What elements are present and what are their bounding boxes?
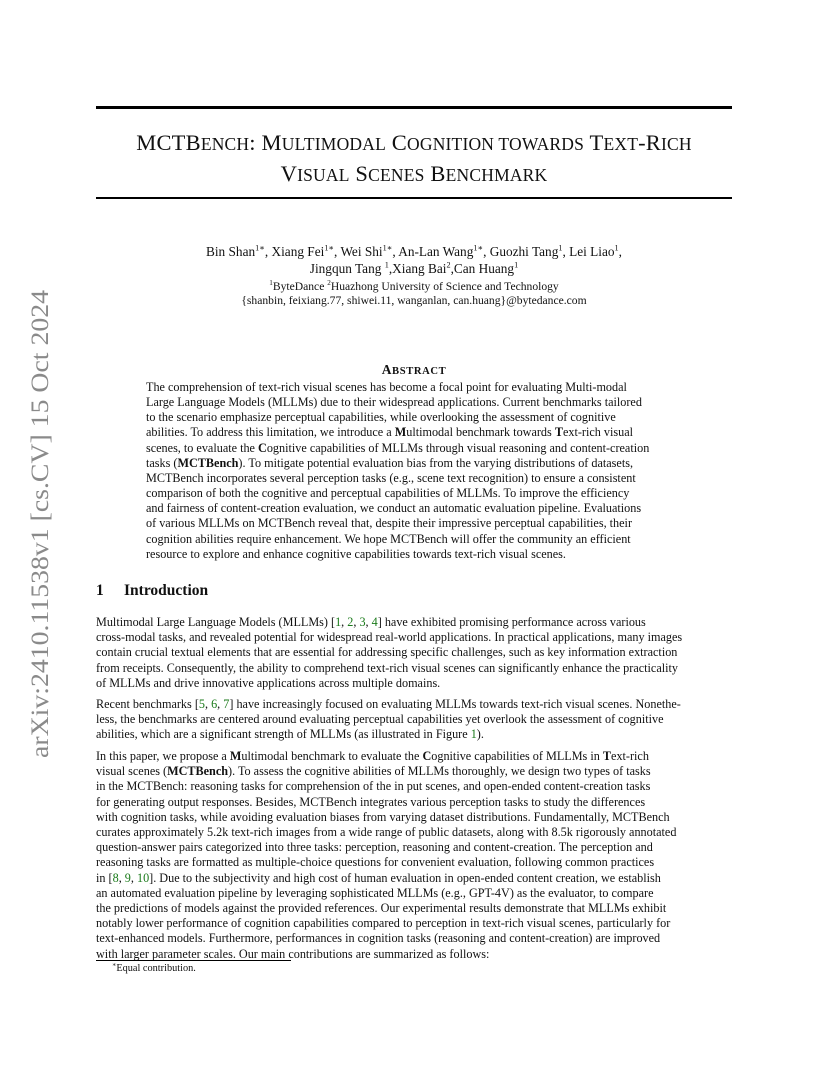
- text-run: scenes, to evaluate the: [146, 440, 259, 455]
- text-run: ENCH: [200, 134, 250, 154]
- section-heading-introduction: [96, 582, 208, 600]
- text-line: [146, 395, 682, 410]
- text-run: ext-rich: [611, 749, 649, 763]
- text-run: question-answer pairs categorized into three tasks: perception, reasoning and content-creation. The perception and: [96, 840, 653, 855]
- title-bottom-rule: [96, 197, 732, 199]
- text-line: [96, 779, 732, 794]
- superscript: 1: [384, 260, 389, 270]
- text-run: Large Language Models (MLLMs) due to their widespread applications. Current benchmarks tailored: [146, 395, 642, 410]
- text-line: [96, 886, 732, 901]
- citation-link[interactable]: 5: [198, 697, 205, 711]
- citation-link[interactable]: 9: [124, 870, 131, 885]
- superscript: 1: [614, 243, 619, 253]
- text-run: T: [602, 749, 612, 763]
- text-run: In this paper, we propose a: [96, 749, 230, 763]
- text-run: , Guozhi Tang: [483, 244, 559, 259]
- footnote-rule: [96, 960, 291, 961]
- text-run: ,: [618, 244, 622, 259]
- text-line: [96, 825, 732, 840]
- text-run: Bin Shan: [205, 244, 256, 259]
- text-run: ). To mitigate potential evaluation bias from the varying distributions of datasets,: [238, 455, 634, 470]
- text-run: curates approximately 5.2k text-rich images from a wide range of public datasets, along with 8.5k rigorously annotated: [96, 825, 677, 840]
- text-run: of various MLLMs on MCTBench reveal that, despite their impressive perceptual capabilities, their: [146, 516, 633, 531]
- text-run: C: [422, 749, 432, 763]
- text-run: and fairness of content-creation evaluation, we conduct an automatic evaluation pipeline. Evaluations: [146, 501, 642, 516]
- text-run: an automated evaluation pipeline by leveraging sophisticated MLLMs (e.g., GPT-4V) as the evaluator, to compare: [96, 885, 654, 900]
- superscript: 1∗: [255, 243, 265, 253]
- text-run: MCTBench incorporates several perception tasks (e.g., scene text recognition) to ensure a consistent: [146, 470, 636, 485]
- author-line-1: [96, 243, 732, 260]
- text-line: [146, 456, 682, 471]
- text-run: visual scenes (: [96, 764, 168, 779]
- text-run: M: [394, 425, 407, 440]
- text-line: [96, 916, 732, 931]
- text-run: , Wei Shi: [334, 244, 383, 259]
- citation-link[interactable]: 6: [211, 697, 218, 711]
- arxiv-identifier-text: arXiv:2410.11538v1 [cs.CV] 15 Oct 2024: [25, 328, 54, 758]
- text-run: ENCHMARK: [445, 165, 548, 185]
- title-line-2: [96, 159, 732, 190]
- citation-link[interactable]: 7: [223, 697, 230, 711]
- abstract-heading: [96, 362, 732, 378]
- text-line: [96, 810, 732, 825]
- text-run: ultimodal benchmark towards: [406, 425, 555, 440]
- text-run: BSTRACT: [392, 366, 447, 377]
- text-line: [96, 661, 732, 676]
- text-line: [96, 871, 732, 886]
- text-run: abilities. To address this limitation, we introduce a: [146, 425, 395, 440]
- text-run: ]. Due to the subjectivity and high cost of human evaluation in open-ended content creation, we establish: [149, 870, 661, 885]
- text-run: with larger parameter scales. Our main contributions are summarized as follows:: [96, 946, 490, 961]
- citation-link[interactable]: 2: [347, 615, 354, 629]
- text-line: [146, 441, 682, 456]
- text-run: Jingqun Tang: [309, 261, 385, 276]
- text-run: for generating output responses. Besides, MCTBench integrates various perception tasks to study the differences: [96, 794, 646, 809]
- text-line: [146, 471, 682, 486]
- text-line: [96, 795, 732, 810]
- text-run: S: [349, 161, 369, 186]
- citation-link[interactable]: 3: [359, 615, 366, 629]
- text-run: ULTIMODAL: [281, 134, 386, 154]
- text-run: : M: [249, 130, 282, 155]
- text-line: [96, 712, 732, 727]
- text-run: M: [229, 749, 242, 763]
- title-line-1: [96, 128, 732, 159]
- intro-paragraph-2: [96, 697, 732, 743]
- superscript: ∗: [112, 961, 117, 969]
- text-run: the predictions of models against the provided references. Our experimental results demonstrate that MLLMs exhibit: [96, 901, 667, 916]
- text-run: resource to explore and enhance cognitive capabilities towards text-rich visual scenes.: [146, 546, 566, 561]
- text-run: in [: [96, 870, 113, 885]
- text-line: [96, 901, 732, 916]
- text-run: ,: [365, 615, 372, 629]
- citation-link[interactable]: 1: [335, 615, 342, 629]
- citation-link[interactable]: 4: [371, 615, 378, 629]
- text-run: T: [584, 130, 604, 155]
- abstract-body: [146, 380, 682, 562]
- paper-title: [96, 128, 732, 190]
- text-line: [96, 764, 732, 779]
- superscript: 2: [327, 279, 331, 288]
- text-line: [96, 697, 732, 712]
- text-run: ext-rich visual: [562, 425, 634, 440]
- text-run: tasks (: [146, 455, 178, 470]
- citation-link[interactable]: 10: [136, 870, 150, 885]
- text-line: [96, 630, 732, 645]
- text-run: ] have exhibited promising performance across various: [377, 615, 646, 629]
- text-run: text-enhanced models. Furthermore, performances in cognition tasks (reasoning and content-creation) are improved: [96, 931, 661, 946]
- text-run: -R: [638, 130, 661, 155]
- text-line: [146, 410, 682, 425]
- text-run: less, the benchmarks are centered around evaluating perceptual capabilities yet overlook the assessment of cognitive: [96, 712, 664, 727]
- text-run: ] have increasingly focused on evaluating MLLMs towards text-rich visual scenes. Nonethe-: [229, 697, 681, 711]
- section-title: Introduction: [124, 582, 209, 599]
- superscript: 1∗: [473, 243, 484, 253]
- text-run: ,Xiang Bai: [388, 261, 447, 276]
- text-line: [96, 855, 732, 870]
- text-run: V: [280, 161, 298, 186]
- text-run: , Xiang Fei: [264, 244, 325, 259]
- text-run: abilities, which are a significant strength of MLLMs (as illustrated in Figure: [96, 727, 471, 742]
- text-line: [146, 501, 682, 516]
- text-run: CENES: [368, 165, 425, 185]
- text-line: [96, 727, 732, 742]
- text-run: C: [258, 440, 267, 455]
- text-run: ,: [353, 615, 360, 629]
- superscript: 1∗: [382, 243, 393, 253]
- text-run: T: [554, 425, 563, 440]
- text-run: , An-Lan Wang: [392, 244, 474, 259]
- section-number: 1: [96, 582, 104, 599]
- text-run: reasoning tasks are formatted as multiple-choice questions for convenient evaluation, following common practices: [96, 855, 655, 870]
- text-line: [96, 615, 732, 630]
- text-run: ). To assess the cognitive abilities of MLLMs thoroughly, we design two types of tasks: [228, 764, 651, 779]
- text-line: [146, 425, 682, 440]
- superscript: 1: [269, 279, 273, 288]
- text-run: ByteDance: [272, 280, 328, 293]
- text-line: [96, 676, 732, 691]
- text-line: [96, 931, 732, 946]
- text-run: MCTBench: [177, 455, 239, 470]
- text-run: notably lower performance of cognition capabilities compared to perception in text-rich visual scenes, particularly for: [96, 916, 671, 931]
- text-run: ,: [130, 870, 137, 885]
- text-run: ,: [204, 697, 212, 711]
- text-line: [96, 749, 732, 764]
- text-line: [146, 380, 682, 395]
- text-line: [96, 645, 732, 660]
- text-run: ,: [217, 697, 224, 711]
- superscript: 1: [514, 260, 519, 270]
- text-run: to the scenario emphasize perceptual capabilities, while overlooking the assessment of cognitive: [146, 410, 616, 425]
- text-run: ,: [341, 615, 348, 629]
- text-run: ,: [118, 870, 125, 885]
- text-run: MCTB: [136, 130, 201, 155]
- footnote-equal-contribution: [112, 963, 196, 974]
- author-list: [96, 243, 732, 277]
- title-top-rule: [96, 106, 732, 109]
- text-run: comparison of both the cognitive and perceptual capabilities of MLLMs. To improve the efficiency: [146, 486, 630, 501]
- superscript: 1∗: [324, 243, 335, 253]
- affiliations: [96, 280, 732, 294]
- text-run: ognitive capabilities of MLLMs in: [431, 749, 603, 763]
- text-run: MCTBench: [167, 764, 229, 779]
- text-run: cross-modal tasks, and revealed potential for widespread real-world applications. In practical applications, many images: [96, 630, 683, 645]
- text-run: , Lei Liao: [562, 244, 615, 259]
- text-run: OGNITION TOWARDS: [407, 134, 585, 154]
- text-run: ultimodal benchmark to evaluate the: [241, 749, 423, 763]
- text-run: in the MCTBench: reasoning tasks for comprehension of the in put scenes, and open-ended content-creation tasks: [96, 779, 651, 794]
- intro-paragraph-1: [96, 615, 732, 691]
- text-run: The comprehension of text-rich visual scenes has become a focal point for evaluating Multi-modal: [146, 380, 627, 394]
- citation-link[interactable]: 8: [112, 870, 119, 885]
- text-run: from receipts. Consequently, the ability to comprehend text-rich visual scenes can significantly enhance the practicality: [96, 660, 678, 675]
- author-line-2: [96, 260, 732, 277]
- text-run: with cognition tasks, while avoiding evaluation biases from varying dataset distributions. Fundamentally, MCTBench: [96, 809, 670, 824]
- text-run: Recent benchmarks [: [96, 697, 199, 711]
- text-line: [146, 486, 682, 501]
- text-run: EXT: [603, 134, 639, 154]
- text-run: contain crucial textual elements that are essential for addressing specific challenges, such as key information extraction: [96, 645, 678, 660]
- text-run: C: [385, 130, 408, 155]
- text-run: ICH: [661, 134, 692, 154]
- text-run: B: [424, 161, 446, 186]
- intro-paragraph-3: [96, 749, 732, 962]
- superscript: 2: [446, 260, 451, 270]
- superscript: 1: [558, 243, 563, 253]
- text-run: ognitive capabilities of MLLMs through visual reasoning and content-creation: [266, 440, 650, 455]
- arxiv-identifier-stamp: [18, 288, 58, 758]
- text-run: Multimodal Large Language Models (MLLMs) [: [96, 615, 336, 629]
- text-line: [146, 532, 682, 547]
- text-run: ISUAL: [297, 165, 350, 185]
- text-run: Equal contribution.: [116, 963, 196, 974]
- citation-link[interactable]: 1: [470, 727, 477, 742]
- author-emails: {shanbin, feixiang.77, shiwei.11, wanganlan, can.huang}@bytedance.com: [241, 294, 587, 307]
- text-run: A: [381, 362, 393, 377]
- text-run: cognition abilities require enhancement. We hope MCTBench will offer the community an efficient: [146, 531, 631, 546]
- text-line: [96, 840, 732, 855]
- text-run: ,Can Huang: [450, 261, 515, 276]
- text-run: of MLLMs and drive innovative applications across multiple domains.: [96, 675, 441, 690]
- text-line: [146, 516, 682, 531]
- text-run: ).: [476, 727, 484, 742]
- text-run: Huazhong University of Science and Technology: [330, 280, 559, 293]
- text-line: [146, 547, 682, 562]
